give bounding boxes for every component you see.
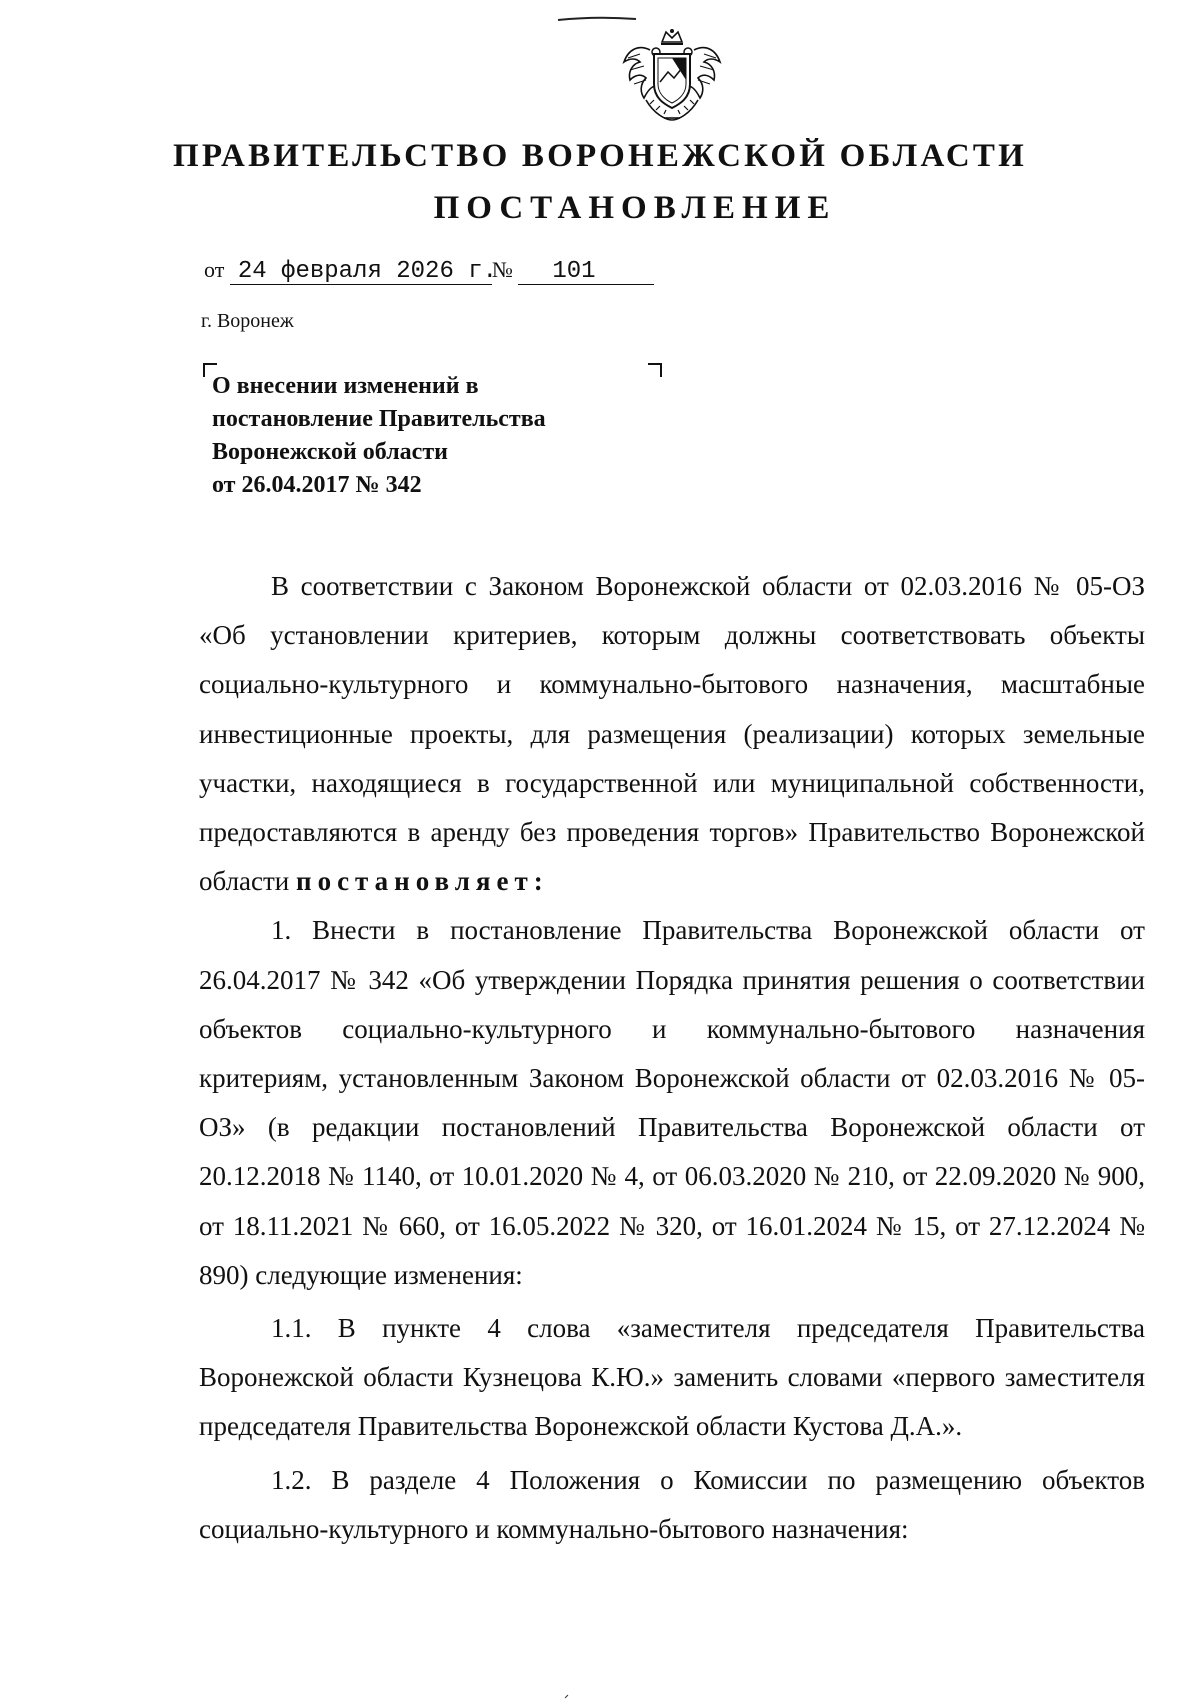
preamble-paragraph (199, 562, 1145, 906)
subject-line: постановление Правительства (212, 406, 546, 432)
date-prefix-label: от (204, 257, 225, 282)
document-type-title: ПОСТАНОВЛЕНИЕ (433, 190, 837, 226)
document-date: 24 февраля 2026 г. (230, 261, 492, 285)
decree-verb-colon: : (533, 866, 543, 897)
item-1-paragraph: 1. Внести в постановление Правительства Воронежской области от 26.04.2017 № 342 «Об утверждении Порядка принятия решения о соответствии объектов социально-культурного и коммунально-бытового назначения критериям, установленным Законом Воронежской области от 02.03.2016 № 05-ОЗ» (в редакции постановлений Правительства Воронежской области от 20.12.2018 № 1140, от 10.01.2020 № 4, от 06.03.2020 № 210, от 22.09.2020 № 900, от 18.11.2021 № 660, от 16.05.2022 № 320, от 16.01.2024 № 15, от 27.12.2024 № 890) следующие изменения: (199, 915, 1145, 1290)
government-title: ПРАВИТЕЛЬСТВО ВОРОНЕЖСКОЙ ОБЛАСТИ (173, 138, 1027, 174)
subject-line: О внесении изменений в (212, 373, 479, 399)
document-number: 101 (518, 261, 654, 285)
scan-mark (556, 16, 638, 22)
page-mark (564, 1694, 570, 1699)
document-subject (212, 370, 672, 502)
preamble-text: В соответствии с Законом Воронежской области от 02.03.2016 № 05-ОЗ «Об установлении критериев, которым должны соответствовать объекты социально-культурного и коммунально-бытового назначения, масштабные инвестиционные проекты, для размещения (реализации) которых земельные участки, находящиеся в государственной или муниципальной собственности, предоставляются в аренду без проведения торгов» Правительство Воронежской области (199, 571, 1145, 897)
decree-verb: постановляет (296, 866, 534, 897)
subject-line: от 26.04.2017 № 342 (212, 472, 422, 498)
item-1-2-paragraph: 1.2. В разделе 4 Положения о Комиссии по размещению объектов социально-культурного и коммунально-бытового назначения: (199, 1464, 1145, 1544)
coat-of-arms-icon (620, 28, 724, 124)
subject-line: Воронежской области (212, 439, 448, 465)
city-label: г. Воронеж (201, 310, 294, 332)
item-1-1-paragraph: 1.1. В пункте 4 слова «заместителя председателя Правительства Воронежской области Кузнецова К.Ю.» заменить словами «первого заместителя председателя Правительства Воронежской области Кустова Д.А.». (199, 1313, 1145, 1442)
registration-line (204, 257, 654, 285)
number-label: № (491, 257, 513, 282)
document-body (199, 562, 1145, 1554)
